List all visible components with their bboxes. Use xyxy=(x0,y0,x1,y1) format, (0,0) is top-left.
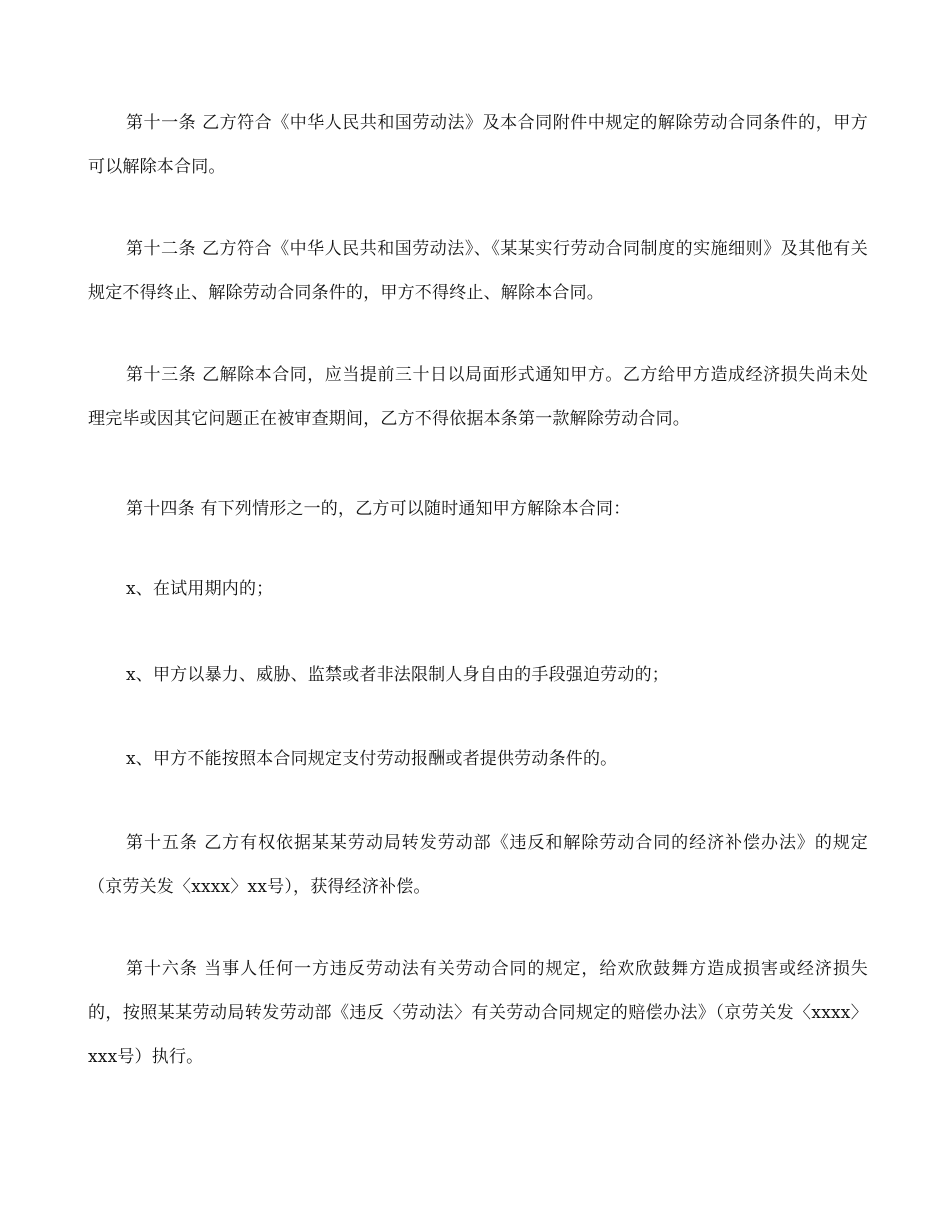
article-14-item-3: x、甲方不能按照本合同规定支付劳动报酬或者提供劳动条件的。 xyxy=(126,749,618,769)
article-14-item-1: x、在试用期内的； xyxy=(126,579,274,599)
article-16-paragraph: 第十六条 当事人任何一方违反劳动法有关劳动合同的规定，给欢欣鼓舞方造成损害或经济损失的，按照某某劳动局转发劳动部《违反〈劳动法〉有关劳动合同规定的赔偿办法》（京劳关发〈xxxx〉xxx号）执行。 xyxy=(88,959,868,1067)
article-12-paragraph: 第十二条 乙方符合《中华人民共和国劳动法》、《某某实行劳动合同制度的实施细则》及其他有关规定不得终止、解除劳动合同条件的，甲方不得终止、解除本合同。 xyxy=(88,239,868,303)
article-13-paragraph: 第十三条 乙解除本合同，应当提前三十日以局面形式通知甲方。乙方给甲方造成经济损失尚未处理完毕或因其它问题正在被审查期间，乙方不得依据本条第一款解除劳动合同。 xyxy=(88,365,868,429)
article-14-paragraph: 第十四条 有下列情形之一的，乙方可以随时通知甲方解除本合同： xyxy=(126,499,631,519)
article-11-paragraph: 第十一条 乙方符合《中华人民共和国劳动法》及本合同附件中规定的解除劳动合同条件的，甲方可以解除本合同。 xyxy=(88,113,868,177)
article-14-item-2: x、甲方以暴力、威胁、监禁或者非法限制人身自由的手段强迫劳动的； xyxy=(126,665,669,685)
article-15-paragraph: 第十五条 乙方有权依据某某劳动局转发劳动部《违反和解除劳动合同的经济补偿办法》的规定（京劳关发〈xxxx〉xx号），获得经济补偿。 xyxy=(88,833,868,897)
